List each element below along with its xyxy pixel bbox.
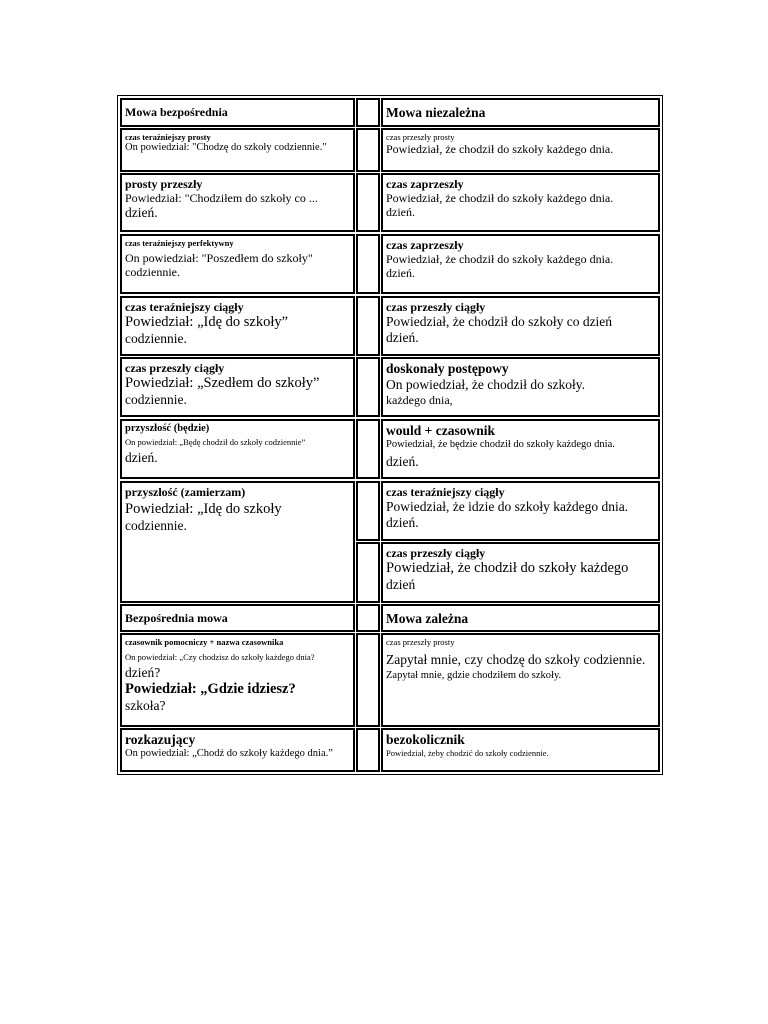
left-cell-simple-past (120, 173, 355, 232)
cell-title: prosty przeszły (125, 177, 203, 191)
cell-line: Zapytał mnie, czy chodzę do szkoły codziennie. (386, 652, 646, 668)
cell-line: On powiedział, że chodził do szkoły. (386, 376, 585, 392)
cell-line: codziennie. (125, 265, 180, 280)
cell-line: Zapytał mnie, gdzie chodziłem do szkoły. (386, 669, 562, 681)
right-cell-past-simple (381, 128, 660, 172)
left-cell-past-continuous (120, 357, 355, 417)
cell-line: dzień (386, 577, 416, 593)
cell-line: dzień? (125, 665, 161, 681)
spacer-cell (356, 98, 380, 127)
right-cell-infinitive (381, 728, 660, 772)
cell-line: Powiedział, że chodził do szkoły każdego dnia. (386, 142, 614, 157)
header-left-text: Mowa bezpośrednia (125, 105, 228, 119)
right-cell-past-perfect (381, 173, 660, 232)
right-cell-past-perfect-2 (381, 234, 660, 294)
cell-line: dzień. (386, 205, 415, 220)
cell-title: czas teraźniejszy prosty (125, 132, 211, 142)
cell-line: On powiedział: „Będę chodził do szkoły codziennie” (125, 437, 306, 448)
right-cell-present-continuous (381, 481, 660, 541)
cell-title: czas przeszły ciągły (386, 300, 486, 314)
cell-title: czas zaprzeszły (386, 177, 464, 191)
cell-line: Powiedział: „Idę do szkoły (125, 501, 282, 518)
cell-line: codziennie. (125, 392, 187, 408)
cell-line: codziennie. (125, 331, 187, 347)
left-cell-present-simple (120, 128, 355, 172)
cell-title: czas przeszły prosty (386, 132, 455, 142)
header2-left-text: Bezpośrednia mowa (125, 611, 228, 625)
cell-line: Powiedział, że chodził do szkoły co dzień (386, 314, 613, 330)
left-cell-present-perfect (120, 234, 355, 294)
right-cell-past-continuous (381, 296, 660, 356)
cell-title: czasownik pomocniczy + nazwa czasownika (125, 637, 284, 647)
cell-title: would + czasownik (386, 423, 495, 438)
spacer-cell (356, 357, 380, 417)
right-cell-past-continuous-2 (381, 542, 660, 603)
spacer-cell (356, 173, 380, 232)
header2-right-cell (381, 604, 660, 632)
spacer-cell (356, 542, 380, 603)
left-cell-present-continuous (120, 296, 355, 356)
spacer-cell (356, 234, 380, 294)
cell-title: przyszłość (będzie) (125, 423, 210, 434)
header2-left-cell (120, 604, 355, 632)
cell-line: Powiedział, że będzie chodził do szkoły każdego dnia. (386, 438, 615, 450)
cell-line: Powiedział: "Chodziłem do szkoły co ... (125, 191, 318, 206)
cell-line: codziennie. (125, 518, 187, 534)
cell-line: Powiedział, że chodził do szkoły każdego dnia. (386, 191, 614, 206)
cell-title: czas przeszły prosty (386, 637, 455, 647)
right-cell-perfect-progressive (381, 357, 660, 417)
cell-line: Powiedział, że chodził do szkoły każdego (386, 560, 629, 577)
left-cell-future-will (120, 419, 355, 479)
cell-title: doskonały postępowy (386, 361, 509, 376)
cell-line: dzień. (386, 515, 419, 531)
cell-line: szkoła? (125, 698, 166, 714)
spacer-cell (356, 728, 380, 772)
cell-line: On powiedział: „Chodź do szkoły każdego dnia.” (125, 747, 333, 759)
spacer-cell (356, 633, 380, 727)
cell-line: On powiedział: „Czy chodzisz do szkoły każdego dnia? (125, 652, 315, 663)
left-cell-imperative (120, 728, 355, 772)
left-cell-auxiliary-verb (120, 633, 355, 727)
spacer-cell (356, 604, 380, 632)
cell-title: czas przeszły ciągły (125, 361, 225, 375)
cell-line: On powiedział: "Poszedłem do szkoły" (125, 251, 313, 266)
cell-line: Powiedział: „Szedłem do szkoły” (125, 375, 320, 392)
cell-line: dzień. (125, 205, 158, 221)
cell-line: On powiedział: "Chodzę do szkoły codziennie." (125, 142, 327, 154)
header-right-text: Mowa niezależna (386, 105, 486, 120)
right-cell-past-simple-2 (381, 633, 660, 727)
cell-line: Powiedział, że idzie do szkoły każdego dnia. (386, 499, 629, 515)
spacer-cell (356, 128, 380, 172)
header2-right-text: Mowa zależna (386, 611, 469, 626)
cell-title: czas zaprzeszły (386, 238, 464, 252)
cell-line: Powiedział, żeby chodzić do szkoły codziennie. (386, 747, 549, 758)
cell-title: czas teraźniejszy ciągły (125, 300, 244, 314)
spacer-cell (356, 419, 380, 479)
cell-line: Powiedział: „Gdzie idziesz? (125, 680, 296, 697)
right-cell-would-verb (381, 419, 660, 479)
cell-line: każdego dnia, (386, 392, 453, 407)
cell-title: czas teraźniejszy perfektywny (125, 238, 234, 248)
cell-line: dzień. (386, 266, 415, 281)
header-right-cell (381, 98, 660, 127)
cell-title: przyszłość (zamierzam) (125, 485, 246, 499)
cell-title: czas przeszły ciągły (386, 546, 486, 560)
cell-line: dzień. (125, 450, 158, 466)
cell-line: dzień. (386, 454, 419, 470)
spacer-cell (356, 481, 380, 541)
spacer-cell (356, 296, 380, 356)
cell-line: Powiedział: „Idę do szkoły” (125, 314, 289, 331)
cell-line: Powiedział, że chodził do szkoły każdego dnia. (386, 252, 614, 267)
cell-title: rozkazujący (125, 732, 196, 747)
cell-title: czas teraźniejszy ciągły (386, 485, 505, 499)
cell-line: dzień. (386, 330, 419, 346)
left-cell-future-going-to (120, 481, 355, 603)
header-left-cell (120, 98, 355, 127)
cell-title: bezokolicznik (386, 732, 465, 747)
